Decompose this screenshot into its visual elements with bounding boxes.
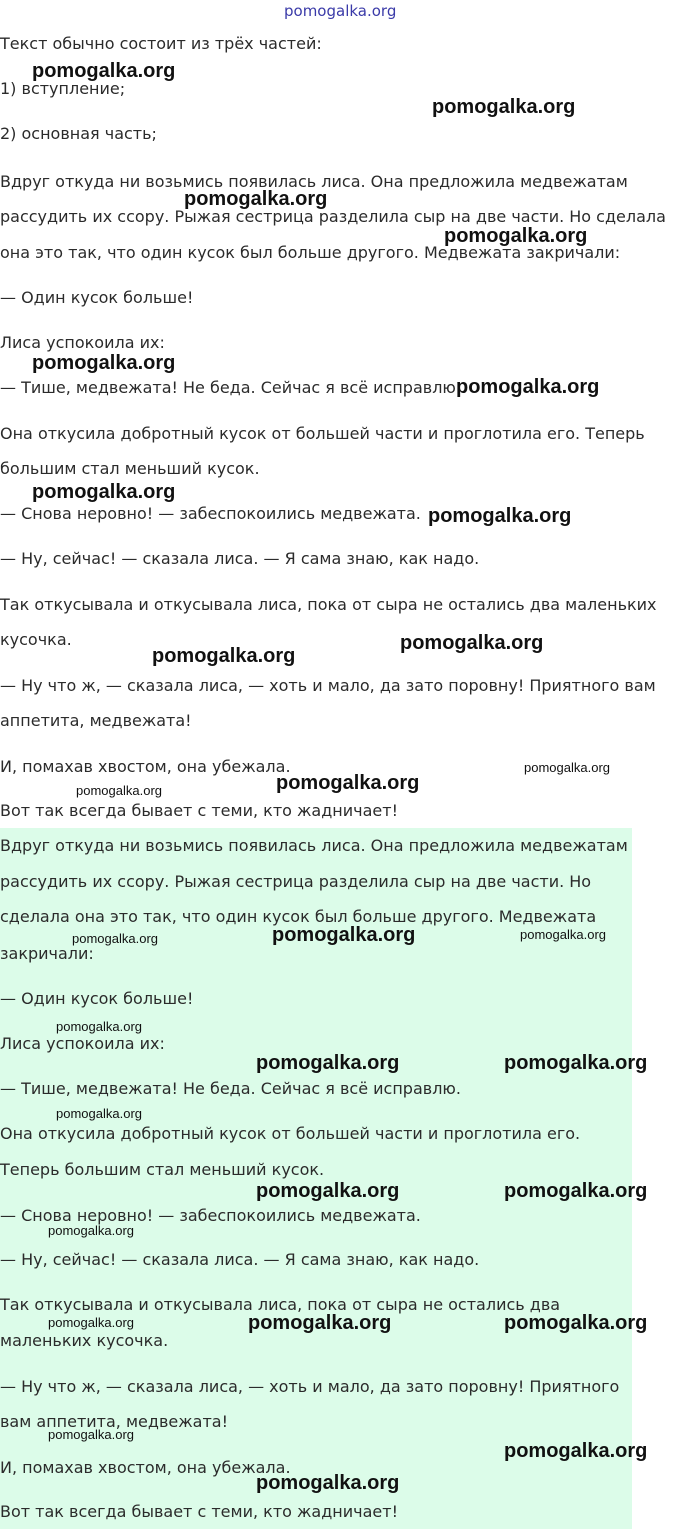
watermark: pomogalka.org — [48, 1427, 134, 1442]
text-line: рассудить их ссору. Рыжая сестрица разделила сыр на две части. Но — [0, 872, 592, 891]
text-line: большим стал меньший кусок. — [0, 459, 260, 478]
text-line: — Ну, сейчас! — сказала лиса. — Я сама знаю, как надо. — [0, 1250, 480, 1269]
text-line: — Один кусок больше! — [0, 989, 194, 1008]
watermark: pomogalka.org — [504, 1180, 648, 1202]
watermark: pomogalka.org — [48, 1223, 134, 1238]
watermark: pomogalka.org — [520, 927, 606, 942]
text-line: — Снова неровно! — забеспокоились медвежата. — [0, 504, 421, 523]
text-line: — Ну что ж, — сказала лиса, — хоть и мало, да зато поровну! Приятного — [0, 1377, 620, 1396]
text-line: рассудить их ссору. Рыжая сестрица разделила сыр на две части. Но сделала — [0, 207, 666, 226]
watermark: pomogalka.org — [152, 645, 296, 667]
watermark: pomogalka.org — [256, 1052, 400, 1074]
text-line: Она откусила добротный кусок от большей части и проглотила его. — [0, 1124, 581, 1143]
watermark: pomogalka.org — [184, 188, 328, 210]
site-link[interactable]: pomogalka.org — [284, 2, 397, 20]
text-line: Так откусывала и откусывала лиса, пока от сыра не остались два — [0, 1295, 561, 1314]
watermark: pomogalka.org — [272, 924, 416, 946]
watermark: pomogalka.org — [32, 60, 176, 82]
text-line: закричали: — [0, 944, 94, 963]
text-line: Текст обычно состоит из трёх частей: — [0, 34, 322, 53]
text-line: Лиса успокоила их: — [0, 1034, 165, 1053]
text-line: Лиса успокоила их: — [0, 333, 165, 352]
text-line: И, помахав хвостом, она убежала. — [0, 757, 291, 776]
text-line: Так откусывала и откусывала лиса, пока от сыра не остались два маленьких — [0, 595, 657, 614]
watermark: pomogalka.org — [504, 1312, 648, 1334]
text-line: Вдруг откуда ни возьмись появилась лиса. Она предложила медвежатам — [0, 172, 628, 191]
watermark: pomogalka.org — [400, 632, 544, 654]
text-line: — Ну, сейчас! — сказала лиса. — Я сама знаю, как надо. — [0, 549, 480, 568]
text-line: она это так, что один кусок был больше другого. Медвежата закричали: — [0, 243, 621, 262]
text-line: аппетита, медвежата! — [0, 711, 192, 730]
watermark: pomogalka.org — [32, 352, 176, 374]
text-line: — Ну что ж, — сказала лиса, — хоть и мало, да зато поровну! Приятного вам — [0, 676, 656, 695]
text-line: Вдруг откуда ни возьмись появилась лиса. Она предложила медвежатам — [0, 836, 628, 855]
watermark: pomogalka.org — [48, 1315, 134, 1330]
text-line: — Тише, медвежата! Не беда. Сейчас я всё исправлю. — [0, 1079, 461, 1098]
watermark: pomogalka.org — [504, 1052, 648, 1074]
watermark: pomogalka.org — [56, 1019, 142, 1034]
text-line: 1) вступление; — [0, 79, 126, 98]
text-line: — Снова неровно! — забеспокоились медвежата. — [0, 1206, 421, 1225]
text-line: Теперь большим стал меньший кусок. — [0, 1160, 325, 1179]
text-line: сделала она это так, что один кусок был больше другого. Медвежата — [0, 907, 597, 926]
watermark: pomogalka.org — [524, 760, 610, 775]
text-line: И, помахав хвостом, она убежала. — [0, 1458, 291, 1477]
watermark: pomogalka.org — [444, 225, 588, 247]
text-line: — Один кусок больше! — [0, 288, 194, 307]
watermark: pomogalka.org — [56, 1106, 142, 1121]
text-line: — Тише, медвежата! Не беда. Сейчас я всё исправлю. — [0, 378, 461, 397]
watermark: pomogalka.org — [32, 481, 176, 503]
text-line: кусочка. — [0, 630, 72, 649]
text-line: Вот так всегда бывает с теми, кто жадничает! — [0, 1502, 398, 1521]
watermark: pomogalka.org — [76, 783, 162, 798]
watermark: pomogalka.org — [72, 931, 158, 946]
watermark: pomogalka.org — [256, 1472, 400, 1494]
text-line: Вот так всегда бывает с теми, кто жадничает! — [0, 801, 398, 820]
watermark: pomogalka.org — [432, 96, 576, 118]
text-line: Она откусила добротный кусок от большей части и проглотила его. Теперь — [0, 424, 645, 443]
text-line: вам аппетита, медвежата! — [0, 1412, 228, 1431]
watermark: pomogalka.org — [276, 772, 420, 794]
watermark: pomogalka.org — [504, 1440, 648, 1462]
watermark: pomogalka.org — [456, 376, 600, 398]
watermark: pomogalka.org — [428, 505, 572, 527]
watermark: pomogalka.org — [256, 1180, 400, 1202]
text-line: маленьких кусочка. — [0, 1331, 169, 1350]
text-line: 2) основная часть; — [0, 124, 157, 143]
watermark: pomogalka.org — [248, 1312, 392, 1334]
